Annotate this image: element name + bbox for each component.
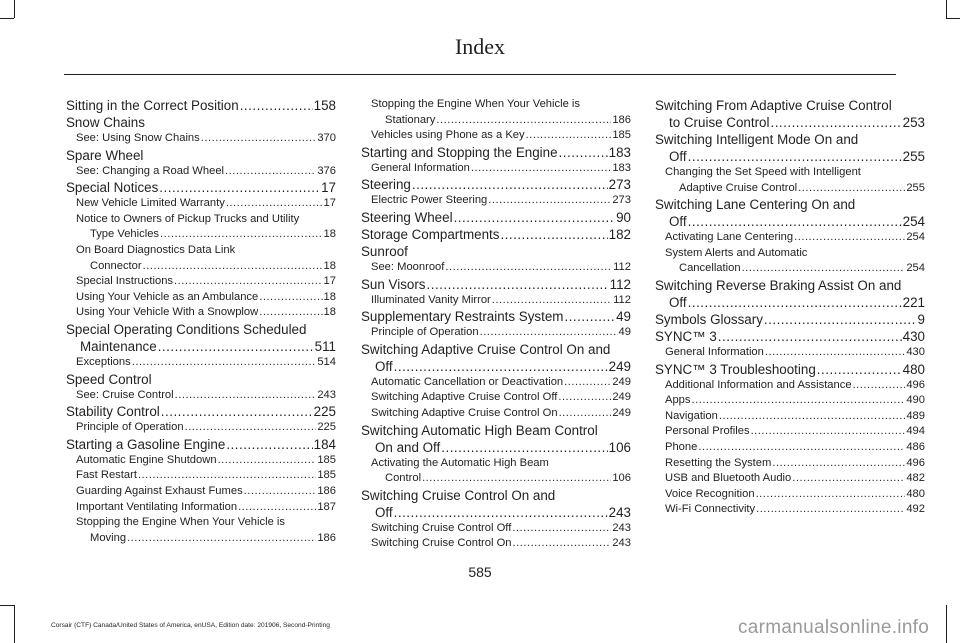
index-subentry — [66, 212, 336, 243]
entry-text: Switching Lane Centering On and — [655, 197, 856, 213]
index-entry — [655, 277, 925, 311]
entry-page-number: 106 — [612, 472, 631, 485]
dot-leader — [792, 471, 905, 487]
dot-leader — [559, 144, 608, 161]
index-entry — [655, 196, 925, 230]
entry-page-number: 18 — [323, 259, 336, 272]
entry-text: Off — [375, 504, 393, 520]
index-subentry — [361, 536, 631, 552]
entry-text: Speed Control — [66, 371, 152, 387]
entry-text: Snow Chains — [66, 115, 145, 130]
dot-leader — [225, 164, 316, 180]
entry-page-number: 496 — [906, 378, 925, 391]
entry-page-number: 49 — [616, 309, 631, 325]
index-entry — [655, 328, 925, 345]
entry-text: Switching Adaptive Cruise Control On — [371, 406, 558, 419]
entry-text: Switching From Adaptive Cruise Control — [655, 98, 892, 113]
index-subentry — [66, 164, 336, 180]
entry-text: Guarding Against Exhaust Fumes — [76, 484, 243, 497]
index-subentry — [361, 456, 631, 487]
index-subentry — [66, 484, 336, 500]
index-subentry — [655, 230, 925, 246]
index-entry — [361, 422, 631, 456]
dot-leader — [412, 176, 608, 193]
index-subentry — [655, 393, 925, 409]
entry-page-number: 254 — [902, 214, 925, 230]
entry-page-number: 430 — [902, 328, 925, 344]
dot-leader — [480, 325, 618, 341]
entry-text: Activating Lane Centering — [665, 231, 794, 244]
entry-text: On Board Diagnostics Data Link — [76, 243, 236, 256]
entry-page-number: 49 — [618, 326, 631, 339]
entry-page-number: 243 — [612, 537, 631, 550]
index-entry — [361, 226, 631, 243]
index-subentry — [655, 345, 925, 361]
entry-text: Control — [385, 472, 422, 485]
entry-text: Activating the Automatic High Beam — [371, 456, 549, 469]
entry-page-number: 273 — [608, 177, 631, 193]
index-entry — [655, 97, 925, 131]
entry-page-number: 480 — [902, 361, 925, 377]
index-subentry — [361, 193, 631, 209]
dot-leader — [244, 484, 317, 500]
entry-page-number: 225 — [313, 404, 336, 420]
index-column-2 — [361, 97, 631, 552]
entry-text: Stopping the Engine When Your Vehicle is — [371, 98, 580, 110]
entry-page-number: 490 — [906, 394, 925, 407]
index-entry — [66, 97, 336, 114]
entry-text: Voice Recognition — [665, 487, 755, 500]
entry-text: Sitting in the Correct Position — [66, 98, 239, 113]
entry-page-number: 255 — [906, 181, 925, 194]
dot-leader — [394, 504, 608, 521]
dot-leader — [794, 230, 905, 246]
footer-edition-text: Corsair (CTF) Canada/United States of America, enUSA, Edition date: 201906, Second-Printing — [51, 622, 330, 629]
crop-mark — [14, 0, 15, 18]
entry-page-number: 494 — [906, 425, 925, 438]
crop-mark — [0, 18, 14, 19]
entry-page-number: 225 — [317, 421, 336, 434]
entry-page-number: 254 — [906, 231, 925, 244]
page-title: Index — [454, 34, 506, 59]
index-subentry — [655, 409, 925, 425]
entry-page-number: 254 — [906, 262, 925, 275]
index-subentry — [361, 406, 631, 422]
index-subentry — [66, 131, 336, 147]
entry-page-number: 112 — [609, 276, 631, 292]
dot-leader — [764, 311, 917, 328]
entry-text: Special Instructions — [76, 275, 174, 288]
dot-leader — [436, 113, 611, 129]
entry-page-number: 186 — [317, 484, 336, 497]
entry-text: Personal Profiles — [665, 425, 750, 438]
entry-text: Stability Control — [66, 404, 160, 420]
entry-page-number: 249 — [612, 375, 631, 388]
dot-leader — [174, 274, 323, 290]
index-subentry — [66, 515, 336, 546]
entry-text: Using Your Vehicle as an Ambulance — [76, 290, 259, 303]
entry-page-number: 18 — [323, 306, 336, 319]
entry-page-number: 182 — [608, 226, 631, 242]
index-entry — [361, 176, 631, 193]
dot-leader — [422, 471, 611, 487]
crop-mark — [14, 605, 15, 643]
dot-leader — [718, 328, 902, 345]
entry-text: Maintenance — [80, 338, 157, 354]
entry-page-number: 492 — [906, 503, 925, 516]
entry-page-number: 18 — [323, 228, 336, 241]
dot-leader — [201, 131, 317, 147]
entry-text: USB and Bluetooth Audio — [665, 472, 792, 485]
entry-text: See: Moonroof — [371, 260, 445, 273]
dot-leader — [500, 226, 607, 243]
index-subentry — [655, 440, 925, 456]
entry-text: Off — [669, 149, 687, 164]
entry-text: to Cruise Control — [669, 115, 770, 130]
entry-text: Automatic Cancellation or Deactivation — [371, 375, 564, 388]
index-subentry — [361, 293, 631, 309]
dot-leader — [688, 213, 902, 230]
entry-page-number: 273 — [612, 194, 631, 207]
entry-page-number: 106 — [608, 439, 631, 455]
index-subentry — [655, 471, 925, 487]
dot-leader — [564, 375, 611, 391]
entry-page-number: 486 — [906, 440, 925, 453]
index-subentry — [361, 375, 631, 391]
entry-page-number: 17 — [323, 275, 336, 288]
entry-text: Starting and Stopping the Engine — [361, 144, 558, 160]
entry-page-number: 376 — [317, 164, 336, 177]
index-entry — [655, 131, 925, 165]
entry-text: SYNC™ 3 Troubleshooting — [655, 361, 816, 377]
index-column-3 — [655, 97, 925, 518]
index-subentry — [655, 165, 925, 196]
index-entry — [361, 243, 631, 260]
entry-page-number: 249 — [612, 406, 631, 419]
entry-text: Principle of Operation — [76, 421, 184, 434]
entry-text: Starting a Gasoline Engine — [66, 436, 226, 452]
title-divider — [64, 74, 896, 75]
dot-leader — [698, 440, 905, 456]
index-subentry — [66, 290, 336, 306]
entry-text: Principle of Operation — [371, 326, 479, 339]
entry-text: Switching Cruise Control On and — [361, 487, 556, 503]
dot-leader — [513, 536, 612, 552]
entry-text: Automatic Engine Shutdown — [76, 453, 217, 466]
index-entry — [66, 147, 336, 164]
dot-leader — [564, 308, 615, 325]
entry-page-number: 480 — [906, 487, 925, 500]
index-subentry — [655, 487, 925, 503]
entry-page-number: 221 — [902, 294, 925, 310]
dot-leader — [259, 290, 322, 306]
entry-text: Switching Cruise Control On — [371, 537, 512, 550]
index-subentry — [655, 246, 925, 277]
entry-page-number: 18 — [323, 290, 336, 303]
index-entry — [655, 361, 925, 378]
dot-leader — [492, 293, 612, 309]
index-subentry — [66, 453, 336, 469]
index-subentry — [361, 128, 631, 144]
index-entry — [361, 209, 631, 226]
index-subentry — [66, 355, 336, 371]
dot-leader — [226, 196, 323, 212]
entry-text: Moving — [90, 531, 127, 544]
entry-page-number: 370 — [317, 132, 336, 144]
entry-text: Adaptive Cruise Control — [679, 181, 798, 194]
entry-text: Important Ventilating Information — [76, 500, 238, 513]
dot-leader — [441, 439, 607, 456]
entry-text: Switching Adaptive Cruise Control On and — [361, 341, 611, 357]
entry-text: On and Off — [375, 439, 441, 455]
entry-page-number: 185 — [317, 469, 336, 482]
index-subentry — [655, 456, 925, 472]
entry-text: Off — [669, 294, 687, 310]
index-entry — [361, 144, 631, 161]
dot-leader — [719, 409, 905, 425]
entry-text: See: Cruise Control — [76, 388, 174, 401]
entry-text: Symbols Glossary — [655, 311, 763, 327]
entry-page-number: 489 — [906, 409, 925, 422]
dot-leader — [488, 193, 611, 209]
entry-text: Exceptions — [76, 355, 131, 368]
entry-text: Illuminated Vanity Mirror — [371, 293, 491, 306]
dot-leader — [454, 209, 616, 226]
entry-text: Connector — [90, 259, 142, 272]
index-entry — [66, 321, 336, 355]
entry-page-number: 496 — [906, 456, 925, 469]
dot-leader — [559, 406, 612, 422]
entry-text: Switching Reverse Braking Assist On and — [655, 277, 902, 293]
dot-leader — [226, 436, 312, 453]
entry-text: Vehicles using Phone as a Key — [371, 129, 525, 142]
dot-leader — [159, 179, 320, 196]
dot-leader — [185, 420, 317, 436]
entry-text: Phone — [665, 440, 698, 453]
index-entry — [361, 341, 631, 375]
dot-leader — [817, 361, 902, 378]
entry-page-number: 514 — [317, 355, 336, 368]
entry-text: Stationary — [385, 113, 436, 126]
entry-text: Navigation — [665, 409, 718, 422]
index-subentry — [66, 500, 336, 516]
entry-text: Apps — [665, 394, 691, 407]
index-subentry — [66, 388, 336, 404]
index-subentry — [361, 161, 631, 177]
dot-leader — [427, 276, 609, 293]
index-column-1 — [66, 97, 336, 546]
crop-mark — [946, 18, 960, 19]
index-subentry — [66, 305, 336, 321]
entry-text: Fast Restart — [76, 469, 137, 482]
dot-leader — [238, 500, 316, 516]
dot-leader — [688, 148, 902, 165]
entry-text: See: Changing a Road Wheel — [76, 164, 225, 177]
entry-text: Supplementary Restraints System — [361, 309, 564, 325]
entry-page-number: 255 — [902, 149, 925, 164]
dot-leader — [742, 261, 906, 277]
index-entry — [66, 114, 336, 131]
dot-leader — [558, 390, 611, 406]
dot-leader — [240, 97, 313, 114]
dot-leader — [218, 453, 317, 469]
entry-text: Wi-Fi Connectivity — [665, 503, 756, 516]
index-entry — [66, 403, 336, 420]
entry-page-number: 482 — [906, 472, 925, 485]
entry-page-number: 112 — [613, 260, 631, 273]
crop-mark — [0, 605, 14, 606]
index-subentry — [361, 325, 631, 341]
index-entry — [66, 371, 336, 388]
entry-page-number: 17 — [321, 180, 336, 196]
dot-leader — [394, 358, 608, 375]
entry-page-number: 243 — [612, 521, 631, 534]
index-entry — [66, 179, 336, 196]
index-subentry — [66, 243, 336, 274]
entry-text: Storage Compartments — [361, 226, 500, 242]
index-subentry — [361, 260, 631, 276]
index-subentry — [655, 424, 925, 440]
dot-leader — [127, 531, 316, 547]
entry-text: Cancellation — [679, 262, 741, 275]
entry-page-number: 186 — [317, 531, 336, 544]
entry-page-number: 184 — [313, 436, 336, 452]
entry-text: Steering Wheel — [361, 209, 453, 225]
entry-page-number: 249 — [608, 358, 631, 374]
dot-leader — [526, 128, 612, 144]
dot-leader — [772, 456, 905, 472]
entry-text: Spare Wheel — [66, 147, 144, 163]
dot-leader — [765, 345, 905, 361]
index-entry — [361, 487, 631, 521]
entry-page-number: 185 — [317, 453, 336, 466]
entry-page-number: 243 — [317, 388, 336, 401]
index-subentry — [655, 502, 925, 518]
entry-page-number: 9 — [917, 311, 925, 327]
dot-leader — [751, 424, 906, 440]
entry-page-number: 183 — [608, 144, 631, 160]
dot-leader — [138, 468, 316, 484]
entry-page-number: 430 — [906, 345, 925, 358]
entry-text: Off — [669, 214, 687, 230]
dot-leader — [259, 305, 322, 321]
entry-text: Switching Cruise Control Off — [371, 521, 512, 534]
entry-page-number: 183 — [612, 161, 631, 174]
entry-page-number: 243 — [608, 504, 631, 520]
dot-leader — [692, 393, 906, 409]
entry-text: Stopping the Engine When Your Vehicle is — [76, 516, 285, 529]
index-subentry — [66, 420, 336, 436]
entry-page-number: 186 — [612, 113, 631, 126]
dot-leader — [175, 388, 317, 404]
entry-text: Changing the Set Speed with Intelligent — [665, 166, 861, 178]
index-subentry — [66, 196, 336, 212]
dot-leader — [798, 181, 905, 197]
dot-leader — [853, 378, 906, 394]
crop-mark — [946, 0, 947, 18]
dot-leader — [770, 114, 901, 131]
entry-text: Special Notices — [66, 180, 159, 196]
dot-leader — [512, 521, 611, 537]
page-number: 585 — [468, 564, 492, 580]
entry-text: Sunroof — [361, 243, 408, 259]
entry-page-number: 187 — [317, 500, 336, 513]
entry-text: Electric Power Steering — [371, 194, 488, 207]
entry-page-number: 185 — [612, 129, 631, 142]
dot-leader — [688, 294, 902, 311]
crop-mark — [946, 605, 947, 643]
entry-text: Resetting the System — [665, 456, 772, 469]
index-entry — [361, 276, 631, 293]
entry-text: New Vehicle Limited Warranty — [76, 197, 225, 210]
dot-leader — [160, 227, 323, 243]
dot-leader — [471, 161, 611, 177]
entry-page-number: 249 — [612, 391, 631, 404]
dot-leader — [756, 502, 905, 518]
index-entry — [655, 311, 925, 328]
entry-text: General Information — [371, 161, 470, 174]
entry-text: System Alerts and Automatic — [665, 246, 808, 259]
entry-text: Notice to Owners of Pickup Trucks and Utility — [76, 212, 300, 225]
entry-text: Switching Automatic High Beam Control — [361, 422, 598, 438]
entry-page-number: 511 — [314, 338, 336, 354]
entry-text: Switching Intelligent Mode On and — [655, 132, 859, 147]
dot-leader — [132, 355, 317, 371]
entry-text: Steering — [361, 177, 411, 193]
dot-leader — [143, 259, 323, 275]
entry-text: Special Operating Conditions Scheduled — [66, 321, 307, 337]
entry-text: General Information — [665, 345, 764, 358]
dot-leader — [161, 403, 313, 420]
index-subentry — [361, 521, 631, 537]
entry-text: Type Vehicles — [90, 228, 160, 241]
dot-leader — [445, 260, 612, 276]
index-subentry — [66, 468, 336, 484]
entry-text: SYNC™ 3 — [655, 328, 717, 344]
index-subentry — [66, 274, 336, 290]
dot-leader — [158, 338, 314, 355]
entry-text: Off — [375, 358, 393, 374]
entry-page-number: 158 — [313, 98, 336, 113]
dot-leader — [756, 487, 906, 503]
entry-page-number: 90 — [616, 209, 631, 225]
watermark: carmanualsonline.info — [738, 617, 930, 638]
entry-text: Switching Adaptive Cruise Control Off — [371, 391, 558, 404]
index-subentry — [361, 97, 631, 128]
index-subentry — [361, 390, 631, 406]
entry-page-number: 112 — [613, 293, 631, 306]
entry-text: Sun Visors — [361, 276, 426, 292]
entry-page-number: 17 — [323, 197, 336, 210]
entry-page-number: 253 — [902, 115, 925, 130]
index-entry — [66, 436, 336, 453]
entry-text: Using Your Vehicle With a Snowplow — [76, 306, 259, 319]
entry-text: Additional Information and Assistance — [665, 378, 852, 391]
index-subentry — [655, 378, 925, 394]
entry-text: See: Using Snow Chains — [76, 132, 200, 144]
index-entry — [361, 308, 631, 325]
